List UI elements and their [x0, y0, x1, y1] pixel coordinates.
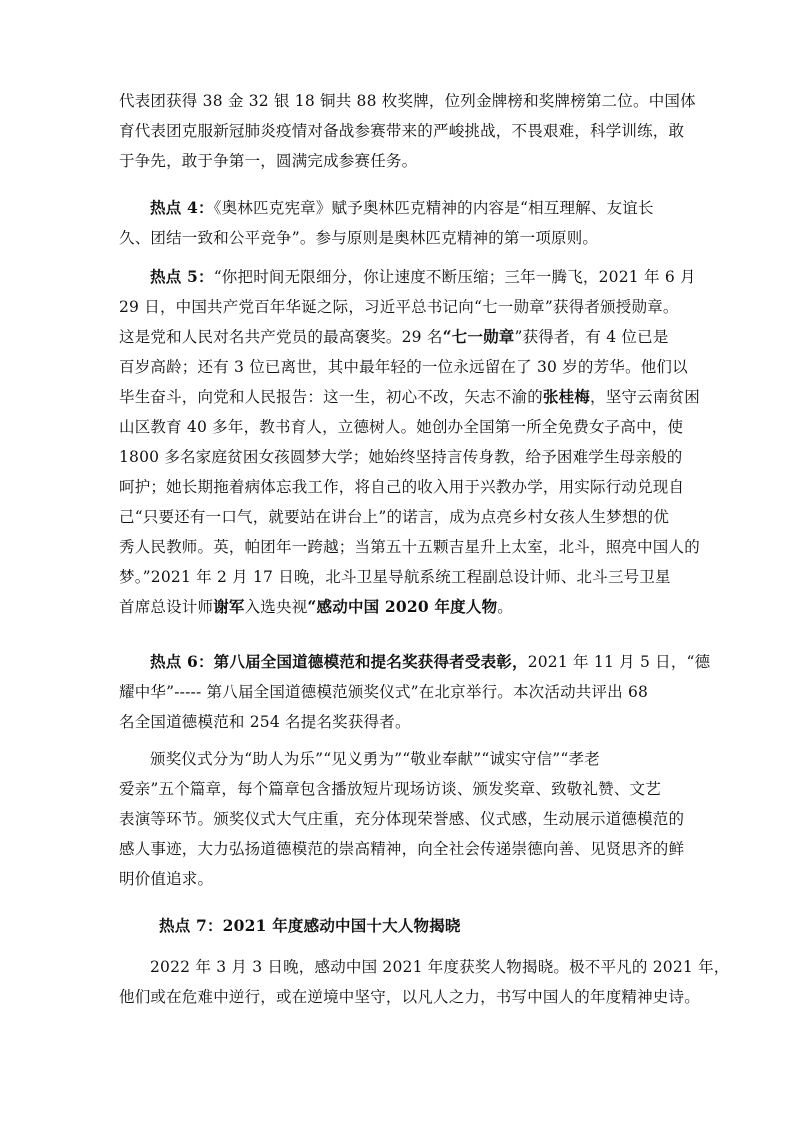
text-line: 他们或在危难中逆行，或在逆境中坚守，以凡人之力，书写中国人的年度精神史诗。: [119, 988, 700, 1006]
text-line: 2022 年 3 月 3 日晚，感动中国 2021 年度获奖人物揭晓。极不平凡的 2021 年，: [150, 958, 730, 976]
bold-text: 张桂梅: [542, 387, 591, 406]
bold-text: “七一勋章: [442, 327, 515, 346]
text-line: 1800 多名家庭贫困女孩圆梦大学；她始终坚持言传身教，给予困难学生母亲般的: [119, 448, 683, 466]
bold-text: “感动中国 2020 年度人物: [307, 597, 498, 616]
text-line: 呵护；她长期拖着病体忘我工作，将自己的收入用于兴教办学，用实际行动兑现自: [119, 478, 685, 496]
text-line: 梦。”2021 年 2 月 17 日晚，北斗卫星导航系统工程副总设计师、北斗三号卫星: [119, 568, 671, 586]
hotspot-label: 热点 6：第八届全国道德模范和提名奖获得者受表彰，: [150, 652, 528, 671]
text-line: 百岁高龄；还有 3 位已离世，其中最年轻的一位永远留在了 30 岁的芳华。他们以: [119, 358, 688, 376]
bold-text: 谢军: [213, 597, 245, 616]
paragraph-hotspot-7-heading: [119, 911, 679, 941]
text-segment: 首席总设计师: [119, 598, 214, 616]
text-segment: 《奥林匹克宪章》赋予奥林匹克精神的内容是“相互理解、友谊长: [213, 199, 654, 217]
text-line: [119, 193, 679, 223]
paragraph-moving-china-2021: [119, 952, 730, 1012]
text-line: 名全国道德模范和 254 名提名奖获得者。: [119, 713, 411, 731]
text-segment: 入选央视: [244, 598, 308, 616]
text-line: 秀人民教师。英，帕团年一跨越；当第五十五颗吉星升上太室，北斗，照亮中国人的: [119, 538, 700, 556]
text-segment: ”获得者，有 4 位已是: [514, 328, 669, 346]
text-line: 颁奖仪式分为“助人为乐”“见义勇为”“敬业奉献”“诚实守信”“孝老: [150, 750, 600, 768]
text-segment: 2021 年 11 月 5 日，“德: [527, 653, 711, 671]
text-line: 爱亲”五个篇章，每个篇章包含播放短片现场访谈、颁发奖章、致敬礼赞、文艺: [119, 780, 661, 798]
hotspot-label: 热点 4：: [150, 198, 214, 217]
paragraph-award-ceremony: [119, 744, 685, 894]
text-segment: 。: [497, 598, 513, 616]
paragraph-hotspot-6: [119, 647, 711, 737]
section-heading: 热点 7：2021 年度感动中国十大人物揭晓: [159, 916, 461, 935]
text-line: [119, 322, 679, 352]
text-line: 29 日，中国共产党百年华诞之际，习近平总书记向“七一勋章”获得者颁授勋章。: [119, 298, 679, 316]
text-line: 明价值追求。: [119, 870, 214, 888]
text-segment: 毕生奋斗，向党和人民报告：这一生，初心不改，矢志不渝的: [119, 388, 543, 406]
text-line: 山区教育 40 多年，教书育人，立德树人。她创办全国第一所全免费女子高中，使: [119, 418, 684, 436]
paragraph-hotspot-4: [119, 193, 679, 253]
text-line: [119, 382, 700, 412]
paragraph-olympic-delegation: [119, 86, 696, 176]
text-line: [119, 262, 696, 292]
text-line: 耀中华”----- 第八届全国道德模范颁奖仪式”在北京举行。本次活动共评出 68: [119, 683, 649, 701]
text-line: 己“只要还有一口气，就要站在讲台上”的诺言，成为点亮乡村女孩人生梦想的优: [119, 508, 670, 526]
text-line: [119, 592, 679, 622]
paragraph-hotspot-5: [119, 262, 700, 622]
text-segment: ，坚守云南贫困: [590, 388, 700, 406]
text-line: 感人事迹，大力弘扬道德模范的崇高精神，向全社会传递崇德向善、见贤思齐的鲜: [119, 840, 685, 858]
text-line: [119, 647, 711, 677]
text-line: 久、团结一致和公平竞争”。参与原则是奥林匹克精神的第一项原则。: [119, 229, 599, 247]
text-segment: 这是党和人民对名共产党员的最高褒奖。29 名: [119, 328, 443, 346]
hotspot-label: 热点 5：: [150, 267, 214, 286]
text-line: 代表团获得 38 金 32 银 18 铜共 88 枚奖牌，位列金牌榜和奖牌榜第二位。中国体: [119, 92, 696, 110]
text-segment: “你把时间无限细分，你让速度不断压缩；三年一腾飞，2021 年 6 月: [213, 268, 696, 286]
text-line: 育代表团克服新冠肺炎疫情对备战参赛带来的严峻挑战，不畏艰难，科学训练，敢: [119, 122, 685, 140]
text-line: 表演等环节。颁奖仪式大气庄重，充分体现荣誉感、仪式感，生动展示道德模范的: [119, 810, 685, 828]
text-line: 于争先，敢于争第一，圆满完成参赛任务。: [119, 152, 418, 170]
